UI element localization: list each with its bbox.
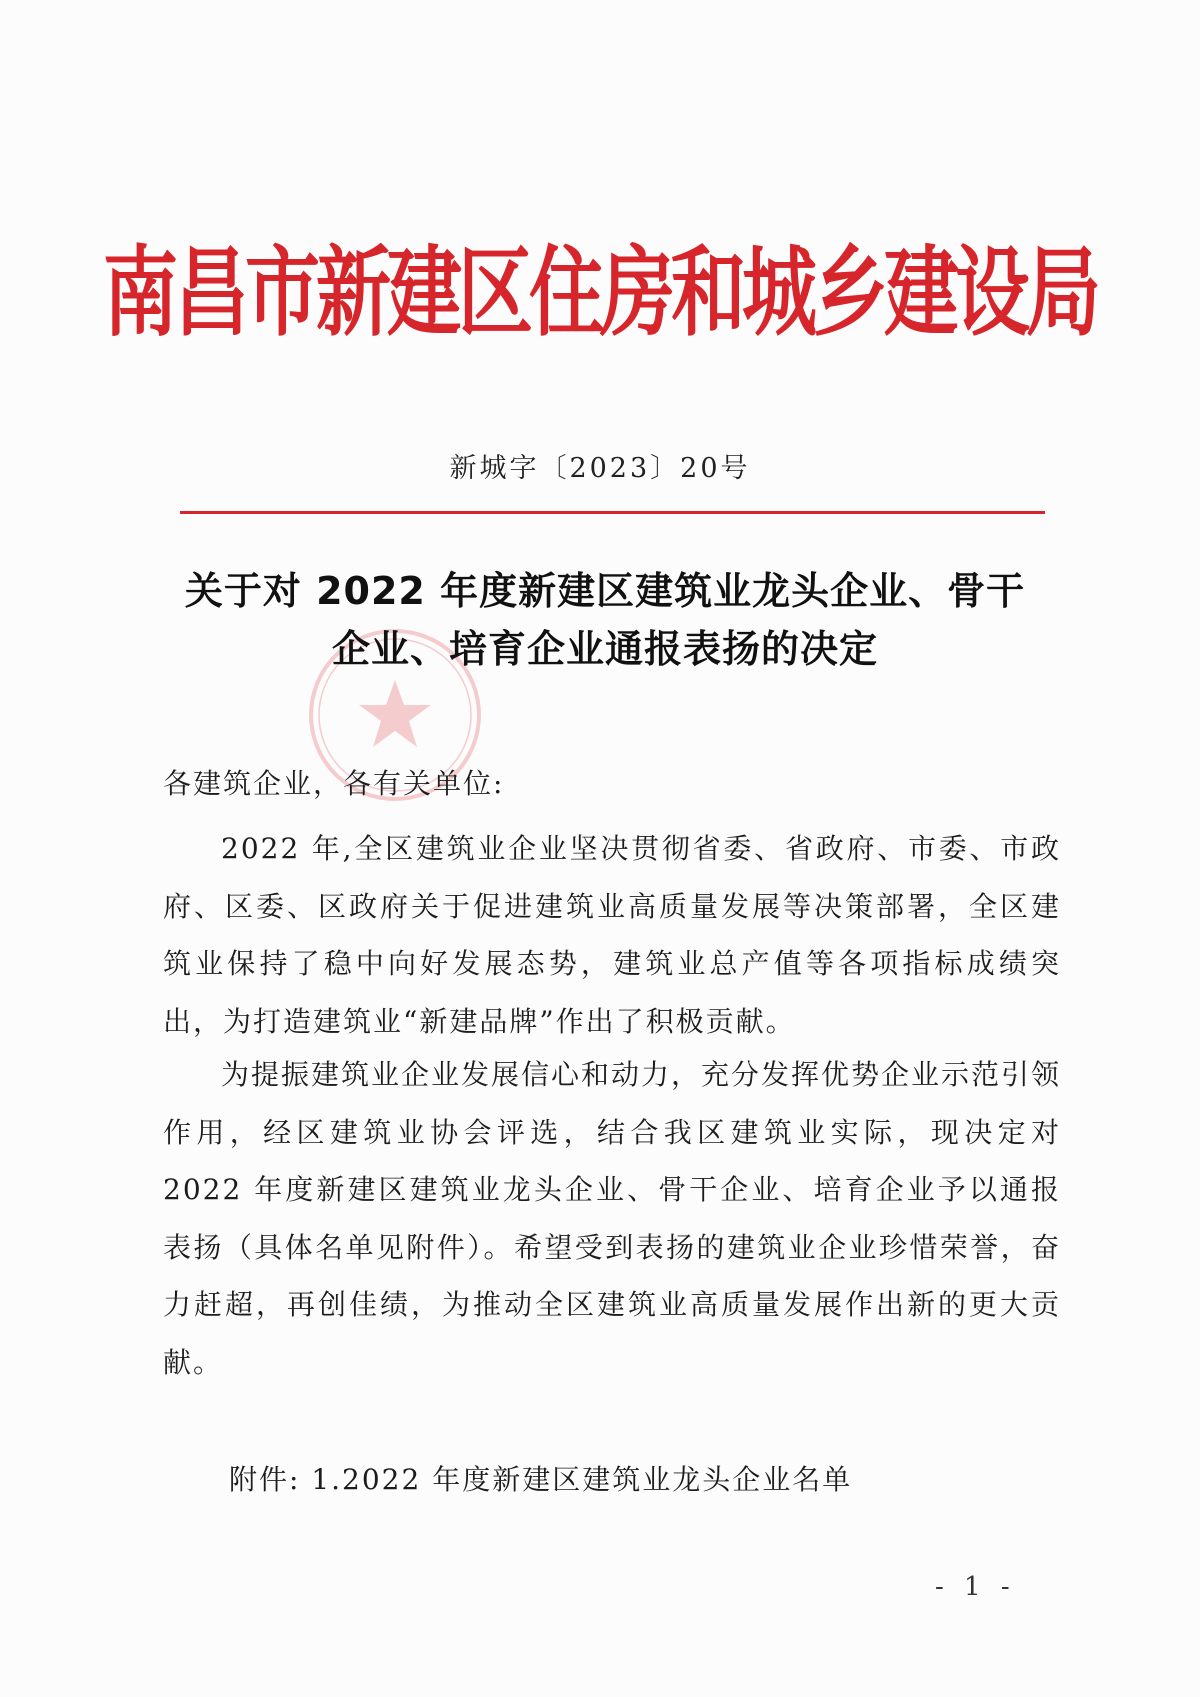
salutation: 各建筑企业，各有关单位:: [163, 767, 505, 800]
decision-title: [150, 562, 1060, 678]
attachment-line: 附件: 1.2022 年度新建区建筑业龙头企业名单: [229, 1463, 853, 1496]
body-paragraph-1: 2022 年,全区建筑业企业坚决贯彻省委、省政府、市委、市政府、区委、区政府关于促进建筑业高质量发展等决策部署，全区建筑业保持了稳中向好发展态势，建筑业总产值等各项指标成绩突出，为打造建筑业“新建品牌”作出了积极贡献。: [163, 832, 1061, 1038]
decision-title-line-1: 关于对 2022 年度新建区建筑业龙头企业、骨干: [184, 569, 1026, 613]
red-divider-line: [180, 511, 1045, 514]
issuer-header: 南昌市新建区住房和城乡建设局: [103, 234, 1098, 350]
decision-title-line-2: 企业、培育企业通报表扬的决定: [331, 627, 878, 671]
body-paragraph-2: 为提振建筑业企业发展信心和动力，充分发挥优势企业示范引领作用，经区建筑业协会评选，结合我区建筑业实际，现决定对 2022 年度新建区建筑业龙头企业、骨干企业、培育企业予以通报表扬（具体名单见附件）。希望受到表扬的建筑业企业珍惜荣誉，奋力赶超，再创佳绩，为推动全区建筑业高质量发展作出新的更大贡献。: [163, 1058, 1062, 1379]
page-number: - 1 -: [935, 1572, 1016, 1602]
document-number: 新城字〔2023〕20号: [449, 453, 751, 484]
